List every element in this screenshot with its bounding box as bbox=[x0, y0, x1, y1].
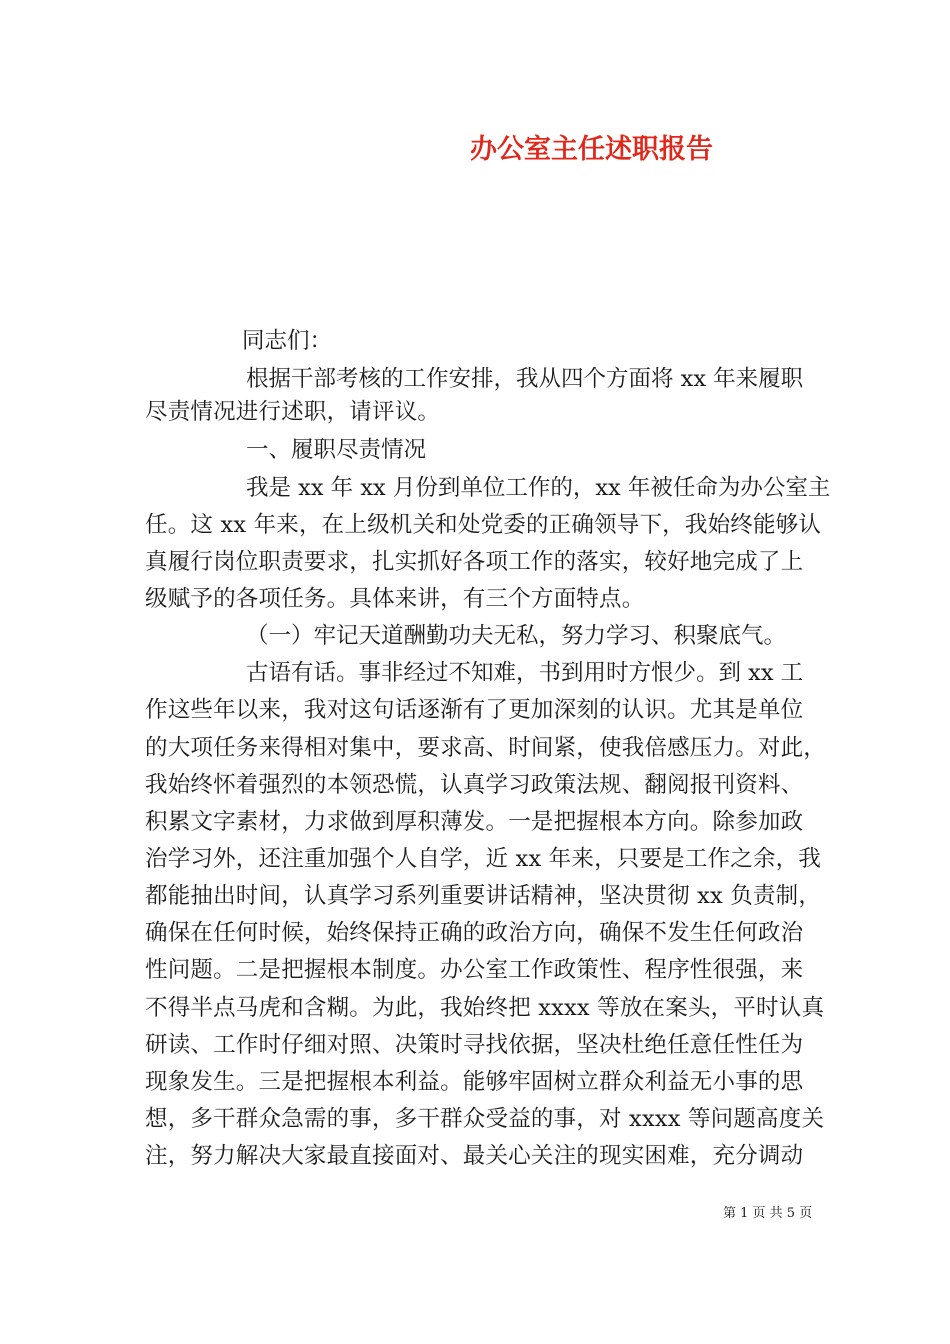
subsection-heading: （一）牢记天道酬勤功夫无私，努力学习、积聚底气。 bbox=[246, 623, 787, 649]
paragraph-line: 的大项任务来得相对集中，要求高、时间紧，使我倍感压力。对此， bbox=[145, 735, 827, 761]
paragraph-line: 研读、工作时仔细对照、决策时寻找依据，坚决杜绝任意任性任为 bbox=[145, 1032, 804, 1058]
paragraph-line: 性问题。二是把握根本制度。办公室工作政策性、程序性很强，来 bbox=[145, 957, 804, 983]
document-title: 办公室主任述职报告 bbox=[470, 134, 713, 165]
paragraph-line: 级赋予的各项任务。具体来讲，有三个方面特点。 bbox=[145, 586, 645, 612]
paragraph-line: 注，努力解决大家最直接面对、最关心关注的现实困难，充分调动 bbox=[145, 1143, 804, 1169]
section-heading: 一、履职尽责情况 bbox=[246, 437, 427, 463]
paragraph-line: 不得半点马虎和含糊。为此，我始终把 xxxx 等放在案头，平时认真 bbox=[145, 995, 825, 1021]
paragraph-line: 想，多干群众急需的事，多干群众受益的事，对 xxxx 等问题高度关 bbox=[145, 1106, 825, 1132]
paragraph-line: 任。这 xx 年来，在上级机关和处党委的正确领导下，我始终能够认 bbox=[145, 512, 822, 538]
paragraph-line: 真履行岗位职责要求，扎实抓好各项工作的落实，较好地完成了上 bbox=[145, 549, 804, 575]
paragraph-line: 确保在任何时候，始终保持正确的政治方向，确保不发生任何政治 bbox=[145, 920, 804, 946]
paragraph-line: 治学习外，还注重加强个人自学，近 xx 年来，只要是工作之余，我 bbox=[145, 846, 822, 872]
page-number: 第 1 页 共 5 页 bbox=[723, 1206, 813, 1221]
salutation: 同志们： bbox=[242, 328, 333, 354]
paragraph-line: 古语有话。事非经过不知难，书到用时方恨少。到 xx 工 bbox=[246, 660, 804, 686]
paragraph-line: 积累文字素材，力求做到厚积薄发。一是把握根本方向。除参加政 bbox=[145, 809, 804, 835]
paragraph-line: 我始终怀着强烈的本领恐慌，认真学习政策法规、翻阅报刊资料、 bbox=[145, 772, 804, 798]
paragraph-line: 现象发生。三是把握根本利益。能够牢固树立群众利益无小事的思 bbox=[145, 1069, 804, 1095]
paragraph-line: 尽责情况进行述职，请评议。 bbox=[145, 399, 441, 425]
paragraph-line: 作这些年以来，我对这句话逐渐有了更加深刻的认识。尤其是单位 bbox=[145, 697, 804, 723]
paragraph-line: 我是 xx 年 xx 月份到单位工作的，xx 年被任命为办公室主 bbox=[246, 475, 831, 501]
paragraph-line: 都能抽出时间，认真学习系列重要讲话精神，坚决贯彻 xx 负责制， bbox=[145, 883, 822, 909]
paragraph-line: 根据干部考核的工作安排，我从四个方面将 xx 年来履职 bbox=[246, 366, 804, 392]
